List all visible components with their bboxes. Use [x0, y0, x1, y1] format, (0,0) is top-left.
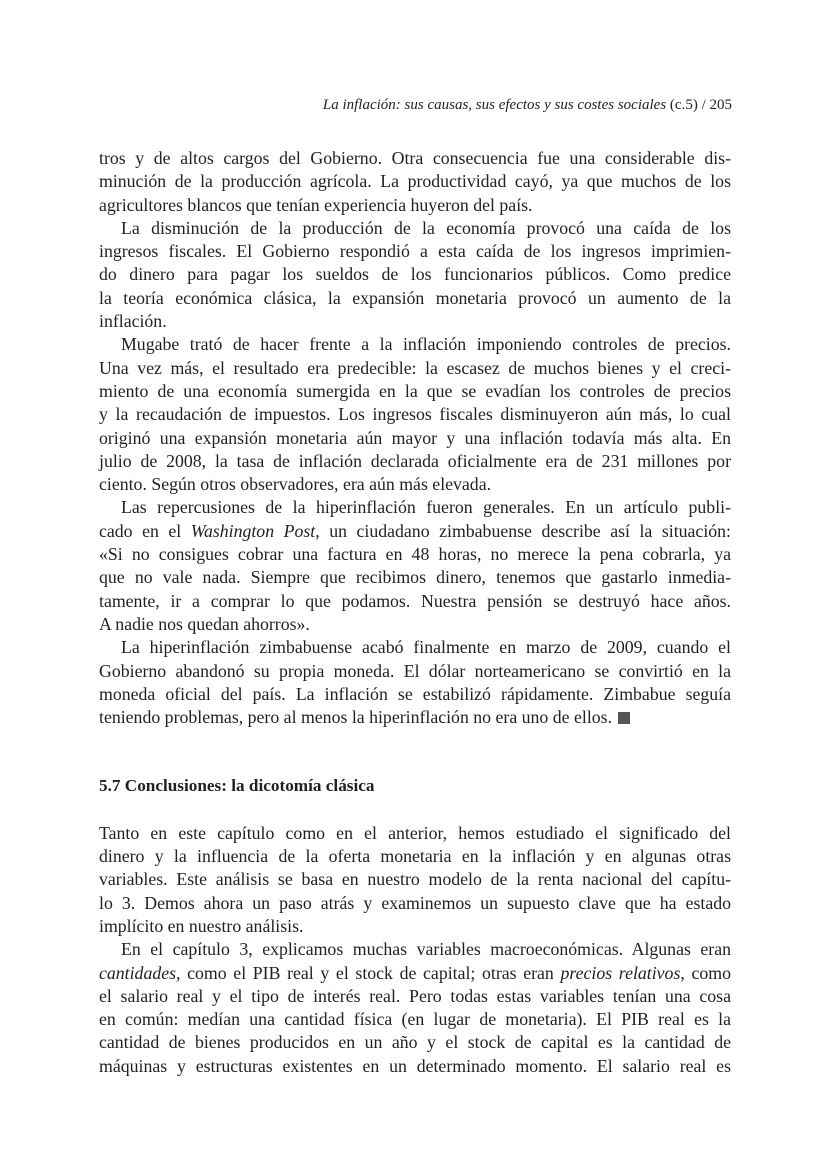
text-line: máquinas y estructuras existentes en un determinado momento. El salario real es	[99, 1055, 731, 1076]
text-run: cado en el	[99, 520, 191, 541]
running-header-separator: /	[701, 97, 706, 113]
text-line: agricultores blancos que tenían experiencia huyeron del país.	[99, 194, 533, 215]
text-line: Tanto en este capítulo como en el anterior, hemos estudiado el significado del	[99, 822, 731, 843]
text-run: teniendo problemas, pero al menos la hiperinflación no era uno de ellos.	[99, 707, 613, 728]
text-line: tros y de altos cargos del Gobierno. Otra consecuencia fue una considerable dis-	[99, 148, 731, 168]
text-line: «Si no consigues cobrar una factura en 48 horas, no merece la pena cobrarla, ya	[99, 544, 731, 565]
text-line: ciento. Según otros observadores, era aún más elevada.	[99, 474, 492, 495]
text-line: moneda oficial del país. La inflación se estabilizó rápidamente. Zimbabue seguía	[99, 683, 731, 704]
text-run: , un ciudadano zimbabuense describe así la situación:	[315, 520, 731, 541]
text-line: ingresos fiscales. El Gobierno respondió a esta caída de los ingresos imprimien-	[99, 241, 731, 262]
text-line: dinero y la influencia de la oferta monetaria en la inflación y en algunas otras	[99, 846, 731, 867]
text-line: La disminución de la producción de la economía provocó una caída de los	[121, 217, 731, 238]
text-line: do dinero para pagar los sueldos de los funcionarios públicos. Como predice	[99, 264, 731, 285]
text-line: Gobierno abandonó su propia moneda. El dólar norteamericano se convirtió en la	[99, 660, 731, 681]
end-of-box-square-icon	[618, 712, 630, 724]
text-line: Una vez más, el resultado era predecible: la escasez de muchos bienes y el creci-	[99, 357, 731, 378]
text-line: En el capítulo 3, explicamos muchas variables macroeconómicas. Algunas eran	[121, 939, 731, 960]
text-line: Las repercusiones de la hiperinflación fueron generales. En un artículo publi-	[121, 497, 731, 518]
paragraph	[99, 333, 731, 496]
text-line: A nadie nos quedan ahorros».	[99, 613, 310, 634]
text-line: la teoría económica clásica, la expansión monetaria provocó un aumento de la	[99, 287, 731, 308]
running-header	[99, 96, 732, 114]
paragraph	[99, 147, 731, 217]
paragraph	[99, 938, 731, 1078]
body-text	[99, 147, 731, 1078]
text-line: en común: medían una cantidad física (en lugar de monetaria). El PIB real es la	[99, 1009, 731, 1030]
running-header-chapter: (c.5)	[669, 97, 698, 113]
paragraph	[99, 822, 731, 938]
text-line	[99, 962, 731, 985]
paragraph	[99, 496, 731, 636]
text-line: y la recaudación de impuestos. Los ingresos fiscales disminuyeron aún más, lo cual	[99, 404, 731, 425]
section-heading: 5.7 Conclusiones: la dicotomía clásica	[99, 776, 375, 796]
text-line: originó una expansión monetaria aún mayor y una inflación todavía más alta. En	[99, 427, 731, 448]
text-line: Mugabe trató de hacer frente a la inflación imponiendo controles de precios.	[121, 334, 731, 355]
italic-term: precios relativos	[560, 962, 681, 983]
italic-term: cantidades	[99, 962, 177, 983]
text-line: julio de 2008, la tasa de inflación declarada oficialmente era de 231 millones por	[99, 450, 731, 471]
text-line: el salario real y el tipo de interés real. Pero todas estas variables tenían una cosa	[99, 985, 731, 1006]
text-line: que no vale nada. Siempre que recibimos dinero, tenemos que gastarlo inmedia-	[99, 567, 731, 588]
text-run: , como el PIB real y el stock de capital; otras eran	[176, 962, 561, 983]
paragraph	[99, 217, 731, 333]
page-number: 205	[709, 97, 732, 113]
text-line: minución de la producción agrícola. La productividad cayó, ya que muchos de los	[99, 171, 731, 192]
running-header-title: La inflación: sus causas, sus efectos y sus costes sociales	[322, 97, 667, 113]
text-line: tamente, ir a comprar lo que podamos. Nuestra pensión se destruyó hace años.	[99, 590, 731, 611]
text-line: variables. Este análisis se basa en nuestro modelo de la renta nacional del capítu-	[99, 869, 731, 890]
newspaper-title: Washington Post	[190, 520, 316, 541]
text-line: La hiperinflación zimbabuense acabó finalmente en marzo de 2009, cuando el	[121, 637, 731, 658]
text-line: miento de una economía sumergida en la que se evadían los controles de precios	[99, 380, 731, 401]
paragraph	[99, 636, 731, 729]
text-line: lo 3. Demos ahora un paso atrás y examinemos un supuesto clave que ha estado	[99, 892, 731, 913]
text-line: cantidad de bienes producidos en un año y el stock de capital es la cantidad de	[99, 1032, 731, 1053]
text-line	[99, 706, 731, 729]
text-line: inflación.	[99, 311, 167, 332]
text-run: , como	[680, 962, 731, 983]
text-line: implícito en nuestro análisis.	[99, 915, 304, 936]
text-line	[99, 520, 731, 543]
